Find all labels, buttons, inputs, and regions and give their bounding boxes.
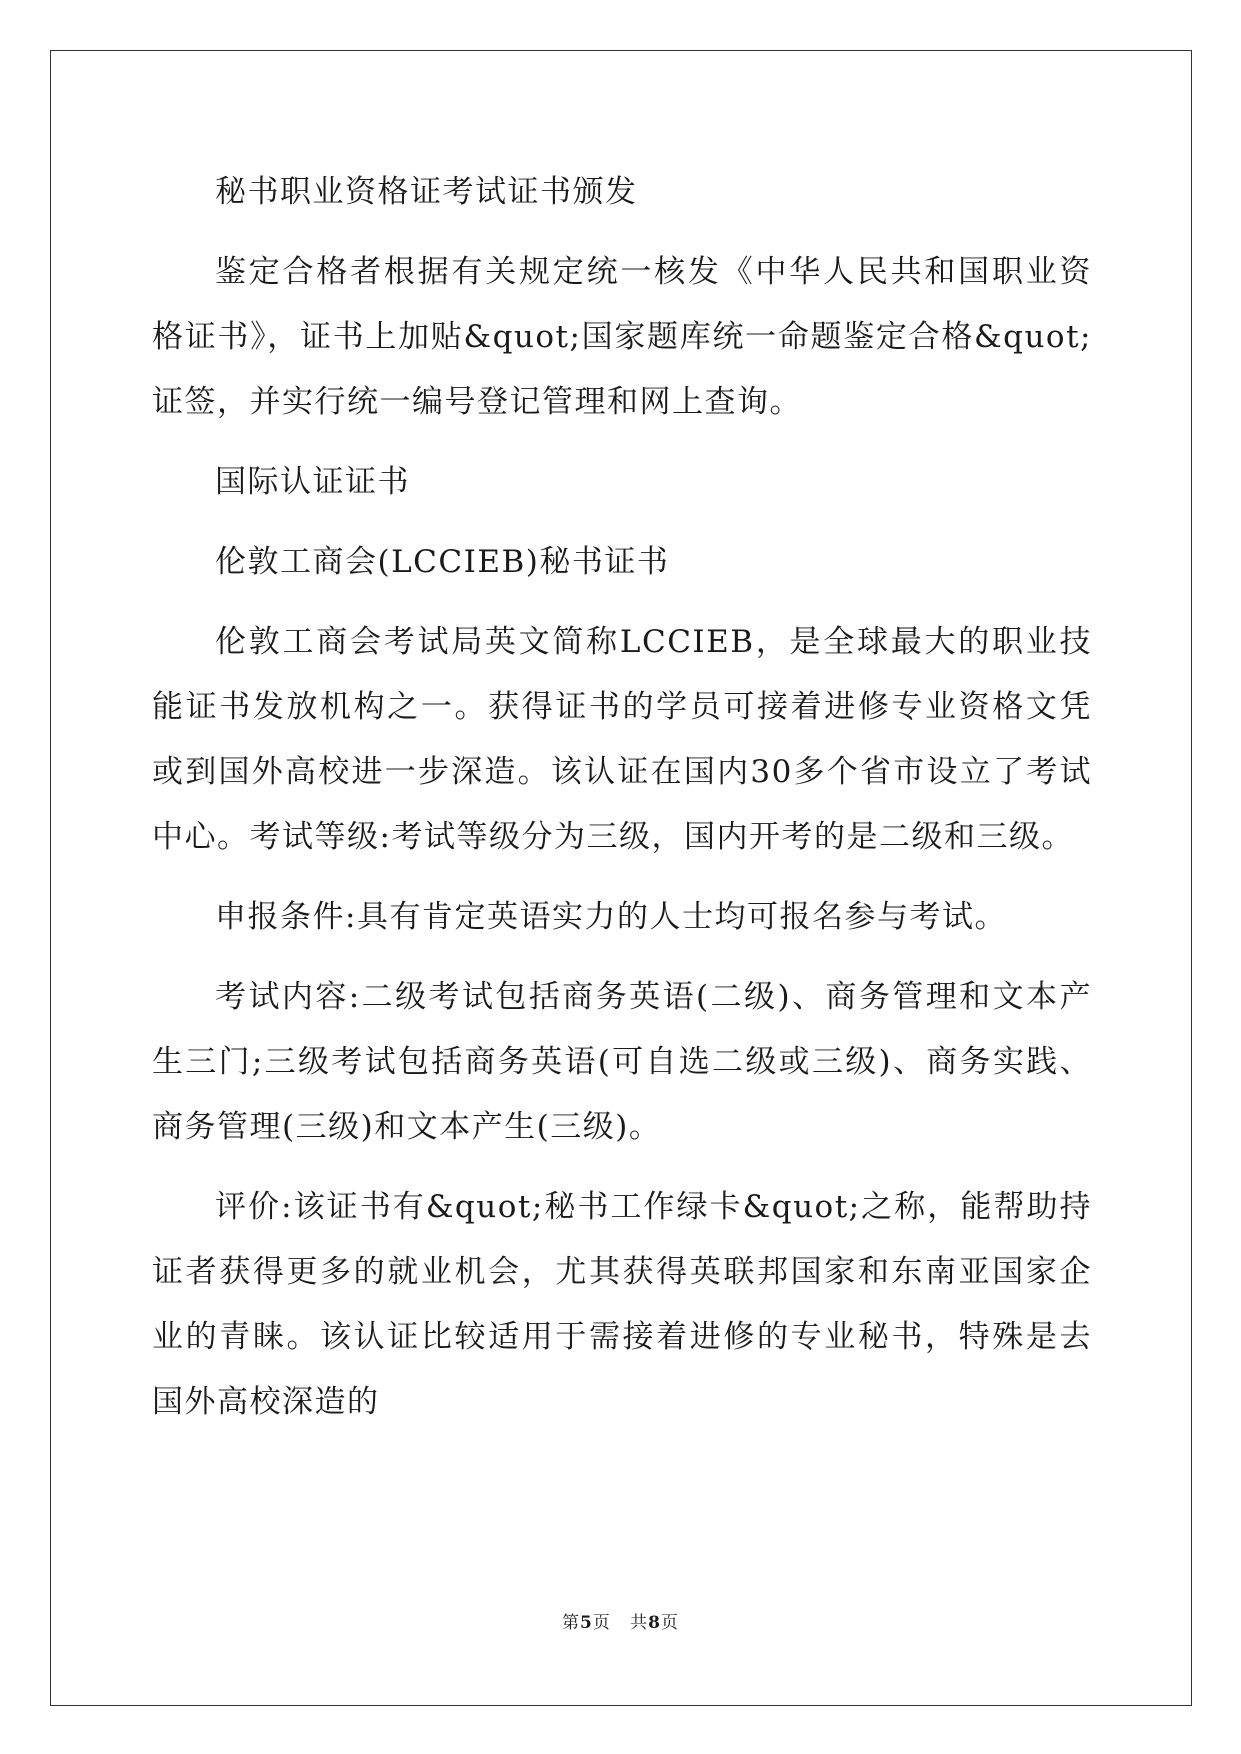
paragraph-exam-content: 考试内容:二级考试包括商务英语(二级)、商务管理和文本产生三门;三级考试包括商务英语(可自选二级或三级)、商务实践、商务管理(三级)和文本产生(三级)。 [152, 979, 1092, 1145]
total-unit: 页 [660, 1613, 679, 1633]
paragraph-lccieb-intro: 伦敦工商会考试局英文简称LCCIEB，是全球最大的职业技能证书发放机构之一。获得证书的学员可接着进修专业资格文凭或到国外高校进一步深造。该认证在国内30多个省市设立了考试中心。考试等级:考试等级分为三级，国内开考的是二级和三级。 [152, 624, 1092, 855]
page-prefix: 第 [562, 1613, 581, 1633]
total-pages-number: 8 [648, 1613, 661, 1633]
total-prefix: 共 [630, 1613, 649, 1633]
paragraph-application-conditions: 申报条件:具有肯定英语实力的人士均可报名参与考试。 [215, 899, 1007, 935]
document-body [152, 160, 1092, 1450]
page-unit: 页 [592, 1613, 611, 1633]
page-number [0, 1608, 1241, 1633]
subheading-lccieb-certificate: 伦敦工商会(LCCIEB)秘书证书 [215, 544, 670, 580]
paragraph-evaluation: 评价:该证书有&quot;秘书工作绿卡&quot;之称，能帮助持证者获得更多的就业机会，尤其获得英联邦国家和东南亚国家企业的青睐。该认证比较适用于需接着进修的专业秘书，特殊是去国外高校深造的 [152, 1189, 1092, 1420]
section-heading-international-certification: 国际认证证书 [215, 464, 410, 500]
section-heading-certificate-issuance: 秘书职业资格证考试证书颁发 [215, 174, 638, 210]
paragraph-certificate-issuance: 鉴定合格者根据有关规定统一核发《中华人民共和国职业资格证书》，证书上加贴&quot;国家题库统一命题鉴定合格&quot;证签，并实行统一编号登记管理和网上查询。 [152, 254, 1092, 420]
current-page-number: 5 [580, 1613, 593, 1633]
